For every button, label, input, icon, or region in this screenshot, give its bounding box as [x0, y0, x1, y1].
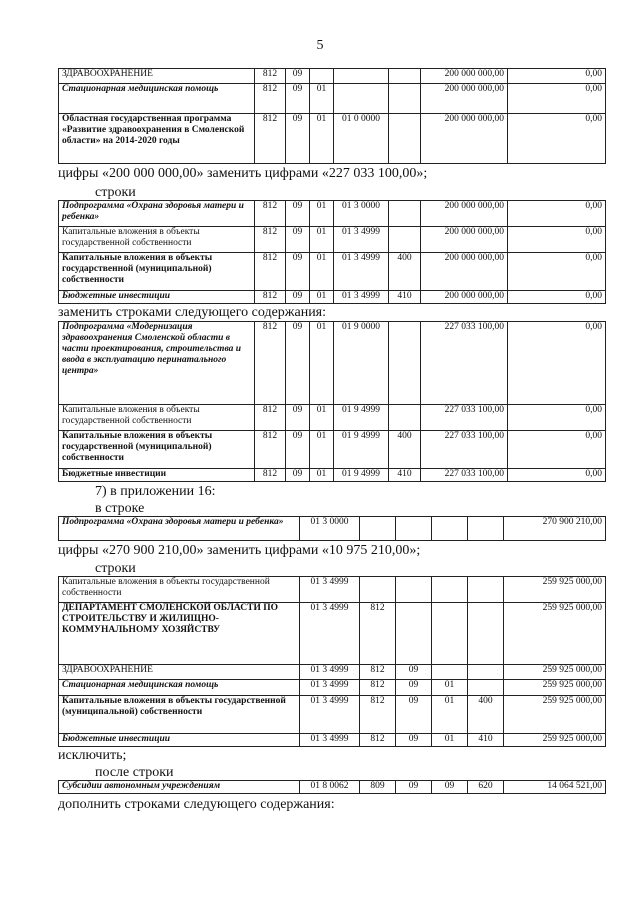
- cell-amount-1: 227 033 100,00: [421, 469, 508, 482]
- row-name: Областная государственная программа «Развитие здравоохранения в Смоленской области» на 2014-2020 годы: [59, 114, 255, 164]
- row-name: Капитальные вложения в объекты государственной собственности: [59, 577, 300, 603]
- cell-subsection: 09: [432, 781, 468, 794]
- cell-amount-1: 200 000 000,00: [421, 291, 508, 304]
- table-row: [59, 577, 606, 603]
- cell-ministry: 812: [255, 291, 286, 304]
- cell-subsection: 01: [432, 734, 468, 747]
- cell-target: 01 3 4999: [300, 603, 360, 665]
- cell-target: 01 3 4999: [300, 577, 360, 603]
- row-name: Капитальные вложения в объекты государственной (муниципальной) собственности: [59, 431, 255, 469]
- cell-target: 01 8 0062: [300, 781, 360, 794]
- cell-amount-2: 0,00: [508, 69, 606, 84]
- cell-expense-type: [468, 517, 504, 541]
- table-row: [59, 405, 606, 431]
- table-row: [59, 322, 606, 405]
- instruction-text: строки: [95, 561, 136, 576]
- table-row: [59, 201, 606, 227]
- page-number: 5: [316, 38, 324, 53]
- cell-target: 01 0 0000: [334, 114, 389, 164]
- cell-amount-2: 0,00: [508, 253, 606, 291]
- cell-expense-type: [389, 84, 421, 114]
- cell-section: 09: [396, 665, 432, 680]
- cell-section: [396, 603, 432, 665]
- cell-subsection: 01: [310, 431, 334, 469]
- cell-target: 01 3 4999: [334, 291, 389, 304]
- cell-ministry: 812: [255, 227, 286, 253]
- cell-ministry: 812: [255, 84, 286, 114]
- cell-subsection: [432, 577, 468, 603]
- instruction-text: строки: [95, 185, 136, 200]
- cell-subsection: [310, 69, 334, 84]
- cell-amount-2: 0,00: [508, 201, 606, 227]
- table-row: [59, 665, 606, 680]
- cell-expense-type: [389, 69, 421, 84]
- cell-ministry: 812: [255, 114, 286, 164]
- row-name: ЗДРАВООХРАНЕНИЕ: [59, 665, 300, 680]
- cell-amount-2: 0,00: [508, 431, 606, 469]
- cell-amount-2: 0,00: [508, 322, 606, 405]
- cell-ministry: 812: [360, 696, 396, 734]
- cell-amount: 259 925 000,00: [504, 696, 606, 734]
- cell-target: 01 3 4999: [300, 680, 360, 696]
- table-row: [59, 517, 606, 541]
- cell-section: 09: [286, 291, 310, 304]
- cell-amount-2: 0,00: [508, 84, 606, 114]
- cell-section: 09: [286, 253, 310, 291]
- cell-subsection: 01: [310, 227, 334, 253]
- cell-section: 09: [286, 431, 310, 469]
- cell-expense-type: 410: [389, 291, 421, 304]
- cell-amount: 259 925 000,00: [504, 734, 606, 747]
- cell-section: 09: [286, 469, 310, 482]
- budget-table-6: [58, 780, 606, 794]
- instruction-text: цифры «200 000 000,00» заменить цифрами «227 033 100,00»;: [58, 166, 428, 181]
- cell-ministry: 812: [255, 431, 286, 469]
- cell-amount-1: 200 000 000,00: [421, 114, 508, 164]
- cell-subsection: [432, 603, 468, 665]
- row-name: Подпрограмма «Охрана здоровья матери и ребенка»: [59, 201, 255, 227]
- row-name: Бюджетные инвестиции: [59, 469, 255, 482]
- cell-expense-type: [389, 114, 421, 164]
- cell-target: 01 3 4999: [334, 227, 389, 253]
- table-row: [59, 696, 606, 734]
- row-name: Подпрограмма «Модернизация здравоохранения Смоленской области в части проектирования, строительства и ввода в эксплуатацию перинатального центра»: [59, 322, 255, 405]
- section-heading: 7) в приложении 16:: [95, 484, 216, 499]
- cell-target: 01 9 4999: [334, 431, 389, 469]
- cell-amount-1: 200 000 000,00: [421, 84, 508, 114]
- cell-amount: 259 925 000,00: [504, 603, 606, 665]
- cell-expense-type: 400: [468, 696, 504, 734]
- cell-amount-2: 0,00: [508, 114, 606, 164]
- instruction-text: исключить;: [58, 748, 127, 763]
- cell-expense-type: [389, 201, 421, 227]
- cell-section: 09: [396, 696, 432, 734]
- table-row: [59, 781, 606, 794]
- cell-expense-type: [389, 405, 421, 431]
- cell-expense-type: [389, 322, 421, 405]
- cell-expense-type: 410: [468, 734, 504, 747]
- instruction-text: в строке: [95, 501, 145, 516]
- cell-subsection: 01: [310, 405, 334, 431]
- table-row: [59, 69, 606, 84]
- cell-ministry: 812: [360, 603, 396, 665]
- cell-ministry: [360, 517, 396, 541]
- row-name: Стационарная медицинская помощь: [59, 680, 300, 696]
- cell-subsection: 01: [310, 114, 334, 164]
- budget-table-4: [58, 516, 606, 541]
- cell-target: 01 3 4999: [300, 734, 360, 747]
- cell-subsection: 01: [310, 84, 334, 114]
- cell-section: 09: [286, 322, 310, 405]
- cell-subsection: 01: [310, 469, 334, 482]
- cell-ministry: 812: [255, 201, 286, 227]
- cell-ministry: 812: [360, 665, 396, 680]
- cell-target: 01 9 0000: [334, 322, 389, 405]
- cell-amount: 259 925 000,00: [504, 665, 606, 680]
- cell-ministry: 812: [255, 69, 286, 84]
- row-name: Бюджетные инвестиции: [59, 734, 300, 747]
- row-name: Капитальные вложения в объекты государственной собственности: [59, 227, 255, 253]
- cell-amount-1: 227 033 100,00: [421, 431, 508, 469]
- budget-table-2: [58, 200, 606, 304]
- cell-amount-1: 200 000 000,00: [421, 201, 508, 227]
- cell-section: 09: [286, 227, 310, 253]
- row-name: Капитальные вложения в объекты государственной собственности: [59, 405, 255, 431]
- table-row: [59, 680, 606, 696]
- table-row: [59, 84, 606, 114]
- cell-expense-type: [468, 665, 504, 680]
- cell-section: 09: [286, 84, 310, 114]
- cell-amount-1: 200 000 000,00: [421, 69, 508, 84]
- row-name: Подпрограмма «Охрана здоровья матери и ребенка»: [59, 517, 300, 541]
- cell-amount-2: 0,00: [508, 469, 606, 482]
- cell-amount-1: 200 000 000,00: [421, 227, 508, 253]
- cell-amount: 259 925 000,00: [504, 680, 606, 696]
- cell-amount-1: 227 033 100,00: [421, 405, 508, 431]
- cell-target: 01 3 0000: [300, 517, 360, 541]
- row-name: Бюджетные инвестиции: [59, 291, 255, 304]
- row-name: ЗДРАВООХРАНЕНИЕ: [59, 69, 255, 84]
- cell-ministry: 812: [255, 469, 286, 482]
- cell-section: 09: [396, 781, 432, 794]
- cell-amount-1: 227 033 100,00: [421, 322, 508, 405]
- cell-target: 01 9 4999: [334, 405, 389, 431]
- cell-expense-type: 410: [389, 469, 421, 482]
- cell-ministry: 812: [255, 322, 286, 405]
- cell-expense-type: 400: [389, 431, 421, 469]
- cell-target: 01 9 4999: [334, 469, 389, 482]
- budget-table-3: [58, 321, 606, 482]
- cell-amount: 270 900 210,00: [504, 517, 606, 541]
- instruction-text: дополнить строками следующего содержания:: [58, 797, 335, 812]
- cell-subsection: [432, 665, 468, 680]
- row-name: Капитальные вложения в объекты государственной (муниципальной) собственности: [59, 253, 255, 291]
- row-name: ДЕПАРТАМЕНТ СМОЛЕНСКОЙ ОБЛАСТИ ПО СТРОИТЕЛЬСТВУ И ЖИЛИЩНО-КОММУНАЛЬНОМУ ХОЗЯЙСТВУ: [59, 603, 300, 665]
- cell-subsection: 01: [432, 696, 468, 734]
- cell-ministry: [360, 577, 396, 603]
- table-row: [59, 734, 606, 747]
- row-name: Стационарная медицинская помощь: [59, 84, 255, 114]
- table-row: [59, 603, 606, 665]
- cell-expense-type: [468, 603, 504, 665]
- table-row: [59, 469, 606, 482]
- cell-expense-type: [468, 577, 504, 603]
- cell-subsection: 01: [310, 322, 334, 405]
- cell-subsection: 01: [310, 291, 334, 304]
- cell-subsection: 01: [310, 253, 334, 291]
- cell-expense-type: 400: [389, 253, 421, 291]
- cell-section: 09: [396, 680, 432, 696]
- cell-section: 09: [396, 734, 432, 747]
- instruction-text: заменить строками следующего содержания:: [58, 305, 327, 320]
- cell-target: 01 3 4999: [334, 253, 389, 291]
- cell-subsection: 01: [310, 201, 334, 227]
- cell-expense-type: 620: [468, 781, 504, 794]
- cell-ministry: 812: [360, 680, 396, 696]
- cell-target: 01 3 0000: [334, 201, 389, 227]
- cell-ministry: 812: [255, 405, 286, 431]
- row-name: Субсидии автономным учреждениям: [59, 781, 300, 794]
- instruction-text: цифры «270 900 210,00» заменить цифрами «10 975 210,00»;: [58, 543, 421, 558]
- cell-target: 01 3 4999: [300, 665, 360, 680]
- table-row: [59, 291, 606, 304]
- cell-section: [396, 517, 432, 541]
- row-name: Капитальные вложения в объекты государственной (муниципальной) собственности: [59, 696, 300, 734]
- budget-table-5: [58, 576, 606, 747]
- cell-target: [334, 69, 389, 84]
- cell-amount: 259 925 000,00: [504, 577, 606, 603]
- cell-subsection: [432, 517, 468, 541]
- cell-ministry: 812: [360, 734, 396, 747]
- table-row: [59, 227, 606, 253]
- cell-ministry: 809: [360, 781, 396, 794]
- table-row: [59, 431, 606, 469]
- cell-section: [396, 577, 432, 603]
- cell-amount-1: 200 000 000,00: [421, 253, 508, 291]
- cell-ministry: 812: [255, 253, 286, 291]
- cell-amount: 14 064 521,00: [504, 781, 606, 794]
- cell-amount-2: 0,00: [508, 405, 606, 431]
- table-row: [59, 253, 606, 291]
- cell-section: 09: [286, 69, 310, 84]
- table-row: [59, 114, 606, 164]
- instruction-text: после строки: [95, 765, 174, 780]
- cell-section: 09: [286, 201, 310, 227]
- cell-amount-2: 0,00: [508, 227, 606, 253]
- cell-target: [334, 84, 389, 114]
- cell-subsection: 01: [432, 680, 468, 696]
- cell-amount-2: 0,00: [508, 291, 606, 304]
- cell-target: 01 3 4999: [300, 696, 360, 734]
- cell-expense-type: [389, 227, 421, 253]
- cell-section: 09: [286, 114, 310, 164]
- cell-expense-type: [468, 680, 504, 696]
- cell-section: 09: [286, 405, 310, 431]
- budget-table-1: [58, 68, 606, 164]
